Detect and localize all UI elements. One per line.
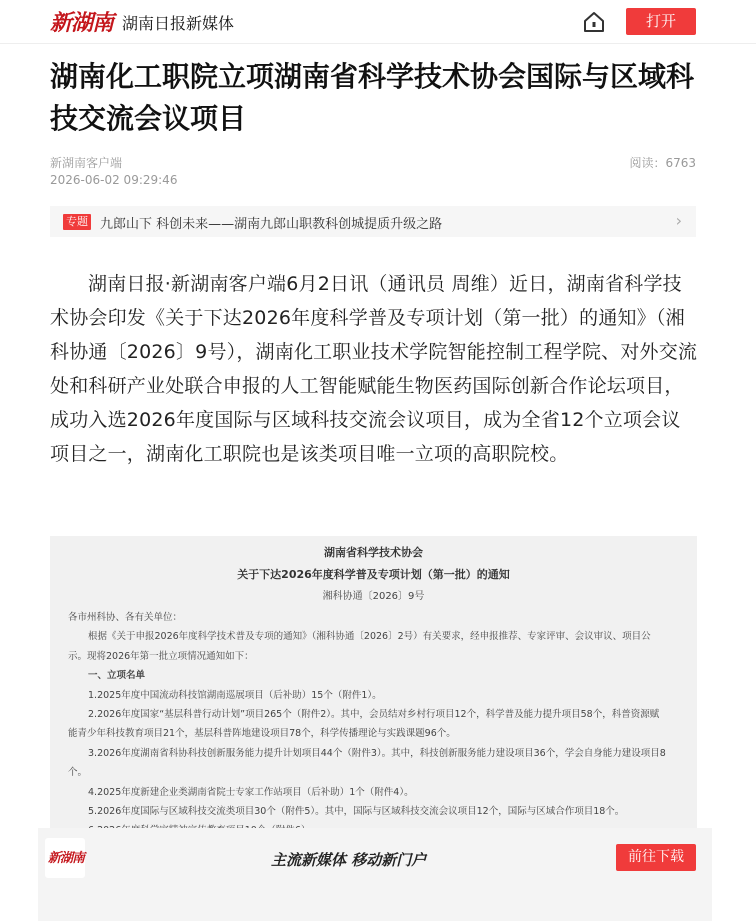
doc-line: 3.2026年度湖南省科协科技创新服务能力提升计划项目44个（附件3）。其中，科技创新服务能力建设项目36个，学会自身能力建设项目8 [88,747,666,759]
doc-line: 各市州科协、各有关单位： [68,612,183,623]
doc-line: 能青少年科技教育项目21个，基层科普阵地建设项目78个，科学传播理论与实践课题96个。 [68,728,456,740]
document-image[interactable] [50,536,697,836]
doc-line: 示。现将2026年第一批立项情况通知如下： [68,650,254,662]
doc-line: 5.2026年度国际与区域科技交流类项目30个（附件5）。其中，国际与区域科技交流会议项目12个，国际与区域合作项目18个。 [88,806,625,818]
article-source: 新湖南客户端 [50,156,123,170]
article-datetime: 2026-06-02 09:29:46 [50,173,178,187]
doc-line: 根据《关于申报2026年度科学技术普及专项的通知》（湘科协通〔2026〕2号）有关要求，经申报推荐、专家评审、会议审议、项目公 [88,631,651,643]
download-button[interactable]: 前往下载 [616,844,696,871]
article-body: 湖南日报·新湖南客户端6月2日讯（通讯员 周维）近日，湖南省科学技术协会印发《关于下达2026年度科学普及专项计划（第一批）的通知》（湘科协通〔2026〕9号），湖南化工职业技术学院智能控制工程学院、对外交流处和科研产业处联合申报的人工智能赋能生物医药国际创新合作论坛项目，成功入选2026年度国际与区域科技交流会议项目，成为全省12个立项会议项目之一，湖南化工职院也是该类项目唯一立项的高职院校。 [50,273,698,465]
open-app-button[interactable]: 打开 [626,8,696,35]
doc-title: 关于下达2026年度科学普及专项计划（第一批）的通知 [237,568,510,581]
topic-link[interactable] [50,206,696,237]
download-banner [38,828,712,921]
article-title: 湖南化工职院立项湖南省科学技术协会国际与区域科技交流会议项目 [50,60,695,135]
doc-org: 湖南省科学技术协会 [324,546,423,559]
topic-title: 九郎山下 科创未来——湖南九郎山职教科创城提质升级之路 [100,217,443,232]
doc-line: 一、立项名单 [88,670,146,682]
read-count: 阅读：6763 [629,156,696,170]
home-icon[interactable] [582,10,606,34]
footer-slogan: 主流新媒体 移动新门户 [271,851,427,869]
doc-line: 1.2025年度中国流动科技馆湖南巡展项目（后补助）15个（附件1）。 [88,689,382,701]
topic-tag: 专题 [63,214,91,230]
doc-number: 湘科协通〔2026〕9号 [322,591,425,602]
app-logo[interactable]: 新湖南 [50,10,114,36]
doc-line: 2.2026年度国家“基层科普行动计划”项目265个（附件2）。其中，会员结对乡村行项目12个，科学普及能力提升项目58个，科普资源赋 [88,709,660,721]
footer-logo [45,838,85,878]
chevron-right-icon: › [675,211,682,230]
doc-line: 4.2025年度新建企业类湖南省院士专家工作站项目（后补助）1个（附件4）。 [88,786,414,798]
footer-logo-text: 新湖南 [48,851,85,866]
doc-text [68,608,688,836]
doc-line: 个。 [68,767,88,779]
top-bar [0,0,756,44]
brand-name: 湖南日报新媒体 [122,14,235,33]
